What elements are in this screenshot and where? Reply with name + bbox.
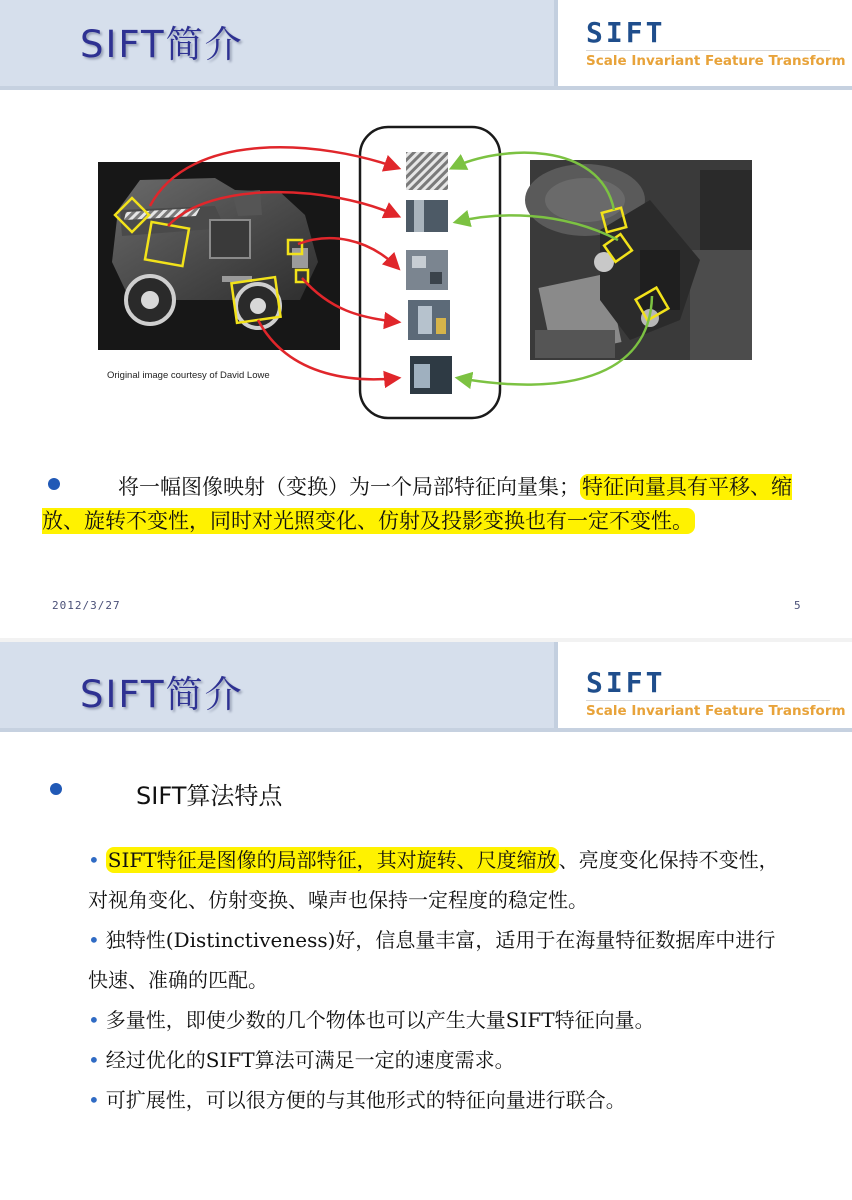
slide-2 bbox=[0, 642, 852, 1200]
sub-bullet: • bbox=[88, 1088, 100, 1112]
slide-title: SIFT简介 bbox=[80, 23, 244, 66]
source-image bbox=[98, 162, 340, 350]
brand-subtitle: Scale Invariant Feature Transform bbox=[586, 53, 846, 69]
sub-bullet: • bbox=[88, 928, 100, 952]
brand-rule bbox=[586, 50, 830, 51]
sub-bullet: • bbox=[88, 1008, 100, 1032]
header-right-band bbox=[558, 642, 852, 728]
item-text: 可扩展性，可以很方便的与其他形式的特征向量进行联合。 bbox=[105, 1088, 626, 1112]
sift-matching-figure bbox=[0, 120, 852, 430]
brand-rule bbox=[586, 700, 830, 701]
target-image bbox=[525, 160, 752, 360]
bullet-plain-text: 将一幅图像映射（变换）为一个局部特征向量集； bbox=[118, 475, 580, 499]
footer-date: 2012/3/27 bbox=[52, 599, 121, 612]
item-highlighted-text: SIFT特征是图像的局部特征，其对旋转、尺度缩放 bbox=[107, 848, 557, 872]
figure-caption: Original image courtesy of David Lowe bbox=[107, 370, 270, 381]
list-item bbox=[88, 920, 788, 1000]
section-heading: SIFT算法特点 bbox=[136, 782, 283, 810]
slide-header bbox=[0, 642, 852, 732]
slide-header bbox=[0, 0, 852, 90]
item-text: 独特性(Distinctiveness)好，信息量丰富，适用于在海量特征数据库中进行快速、准确的匹配。 bbox=[88, 928, 776, 992]
slide1-bullet-text bbox=[42, 470, 812, 538]
list-item bbox=[88, 1040, 788, 1080]
sub-bullet: • bbox=[88, 848, 100, 872]
item-text: 多量性，即使少数的几个物体也可以产生大量SIFT特征向量。 bbox=[105, 1008, 655, 1032]
header-right-band bbox=[558, 0, 852, 86]
item-text: 经过优化的SIFT算法可满足一定的速度需求。 bbox=[105, 1048, 515, 1072]
header-underline bbox=[0, 86, 852, 90]
bullet-dot bbox=[50, 783, 62, 795]
page-number: 5 bbox=[794, 599, 801, 612]
sub-bullet: • bbox=[88, 1048, 100, 1072]
feature-list bbox=[88, 840, 788, 1120]
item-text: 、亮度变化保持不变性，对视角变化、仿射变换、噪声也保持一定程度的稳定性。 bbox=[88, 848, 779, 912]
brand-subtitle: Scale Invariant Feature Transform bbox=[586, 703, 846, 719]
list-item bbox=[88, 840, 788, 920]
bullet-highlighted-text: 特征向量具有平移、缩放、旋转不变性，同时对光照变化、仿射及投影变换也有一定不变性。 bbox=[42, 475, 792, 533]
brand-logo: SIFT bbox=[586, 666, 666, 699]
descriptor-patches bbox=[406, 152, 452, 394]
slide-title: SIFT简介 bbox=[80, 673, 244, 716]
brand-logo: SIFT bbox=[586, 16, 666, 49]
header-underline bbox=[0, 728, 852, 732]
list-item bbox=[88, 1000, 788, 1040]
list-item bbox=[88, 1080, 788, 1120]
